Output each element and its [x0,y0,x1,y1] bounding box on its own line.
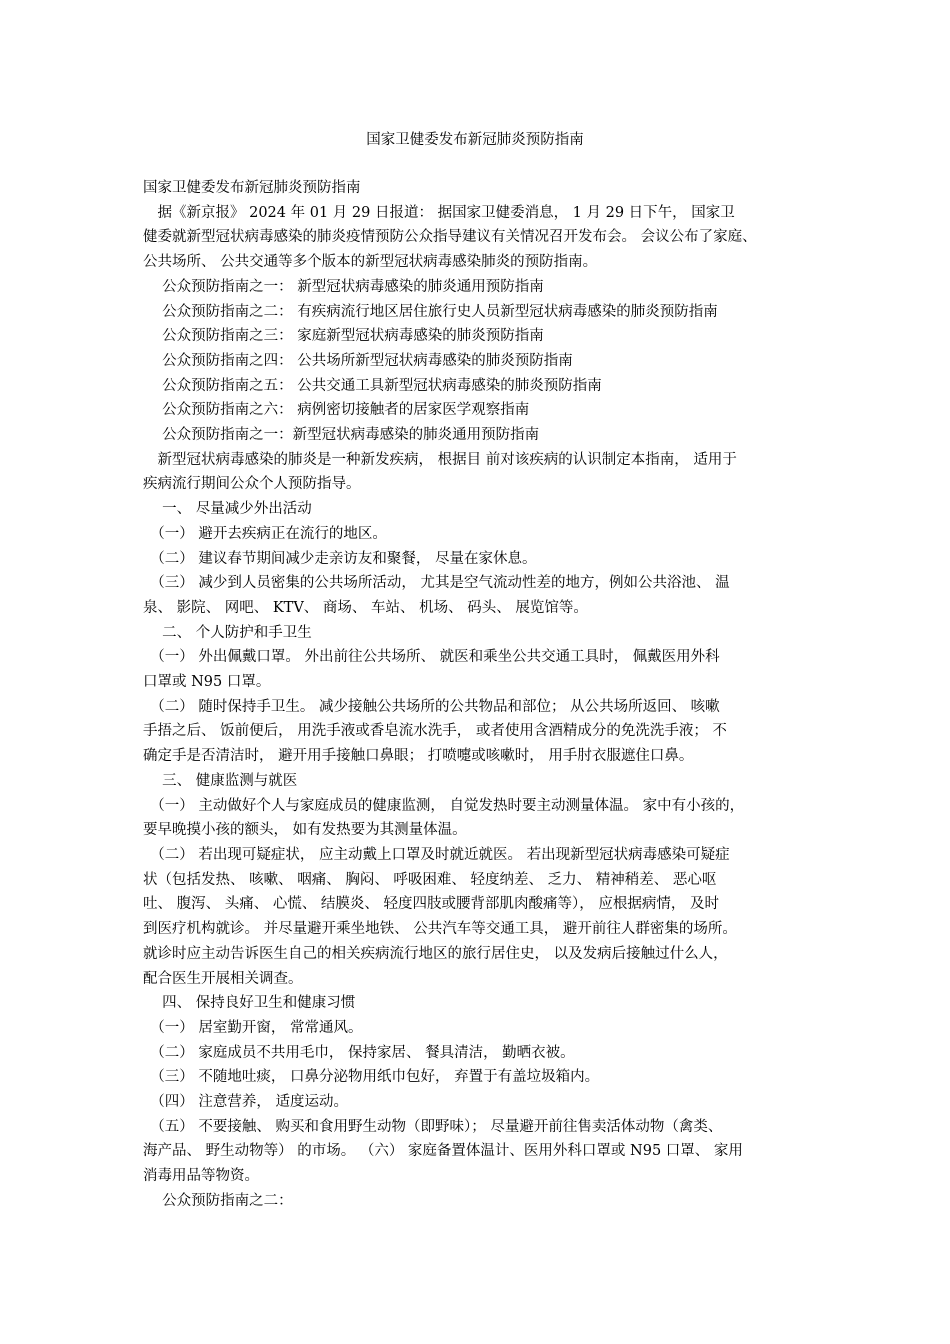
line-2: 据《新京报》 2024 年 01 月 29 日报道： 据国家卫健委消息， 1 月 29 日下午， 国家卫 [143,204,735,221]
line-38: （四） 注意营养， 适度运动。 [143,1094,348,1111]
line-42: 公众预防指南之二： [143,1192,293,1209]
line-30: 吐、 腹泻、 头痛、 心慌、 结膜炎、 轻度四肢或腰背部肌肉酸痛等）， 应根据病情， 及时 [143,896,720,913]
line-28: （二） 若出现可疑症状， 应主动戴上口罩及时就近就医。 若出现新型冠状病毒感染可疑症 [143,846,730,863]
line-21: 口罩或 N95 口罩。 [143,674,271,691]
line-9: 公众预防指南之五： 公共交通工具新型冠状病毒感染的肺炎预防指南 [143,377,602,394]
line-12: 新型冠状病毒感染的肺炎是一种新发疾病， 根据目 前对该疾病的认识制定本指南， 适用于 [143,451,737,468]
line-11: 公众预防指南之一：新型冠状病毒感染的肺炎通用预防指南 [143,427,540,444]
line-22: （二） 随时保持手卫生。 减少接触公共场所的公共物品和部位； 从公共场所返回、 咳嗽 [143,698,720,715]
line-6: 公众预防指南之二： 有疾病流行地区居住旅行史人员新型冠状病毒感染的肺炎预防指南 [143,303,718,320]
line-33: 配合医生开展相关调查。 [143,970,303,987]
line-23: 手捂之后、 饭前便后， 用洗手液或香皂流水洗手， 或者使用含酒精成分的免洗洗手液； 不 [143,723,727,740]
line-7: 公众预防指南之三： 家庭新型冠状病毒感染的肺炎预防指南 [143,328,544,345]
line-31: 到医疗机构就诊。 并尽量避开乘坐地铁、 公共汽车等交通工具， 避开前往人群密集的场所。 [143,921,737,938]
line-19: 二、 个人防护和手卫生 [143,624,312,641]
line-15: （一） 避开去疾病正在流行的地区。 [143,525,387,542]
line-35: （一） 居室勤开窗， 常常通风。 [143,1019,363,1036]
document-body [143,176,815,1214]
line-27: 要早晚摸小孩的额头， 如有发热要为其测量体温。 [143,822,467,839]
line-34: 四、 保持良好卫生和健康习惯 [143,995,356,1012]
line-26: （一） 主动做好个人与家庭成员的健康监测， 自觉发热时要主动测量体温。 家中有小孩的， [143,797,745,814]
line-4: 公共场所、 公共交通等多个版本的新型冠状病毒感染肺炎的预防指南。 [143,254,598,271]
line-18: 泉、 影院、 网吧、 KTV、 商场、 车站、 机场、 码头、 展览馆等。 [143,599,588,616]
line-25: 三、 健康监测与就医 [143,772,298,789]
line-1: 国家卫健委发布新冠肺炎预防指南 [143,180,361,196]
line-36: （二） 家庭成员不共用毛巾， 保持家居、 餐具清洁， 勤晒衣被。 [143,1044,575,1061]
line-41: 消毒用品等物资。 [143,1168,259,1185]
line-29: 状（包括发热、 咳嗽、 咽痛、 胸闷、 呼吸困难、 轻度纳差、 乏力、 精神稍差、 恶心呕 [143,871,717,888]
line-39: （五） 不要接触、 购买和食用野生动物（即野味）； 尽量避开前往售卖活体动物（禽类、 [143,1118,723,1135]
line-20: （一） 外出佩戴口罩。 外出前往公共场所、 就医和乘坐公共交通工具时， 佩戴医用外科 [143,649,720,666]
line-14: 一、 尽量减少外出活动 [143,501,312,518]
line-16: （二） 建议春节期间减少走亲访友和聚餐， 尽量在家休息。 [143,550,537,567]
line-37: （三） 不随地吐痰， 口鼻分泌物用纸巾包好， 弃置于有盖垃圾箱内。 [143,1069,600,1086]
line-24: 确定手是否清洁时， 避开用手接触口鼻眼； 打喷嚏或咳嗽时， 用手肘衣服遮住口鼻。 [143,748,694,765]
line-3: 健委就新型冠状病毒感染的肺炎疫情预防公众指导建议有关情况召开发布会。 会议公布了家庭、 [143,229,757,246]
line-5: 公众预防指南之一： 新型冠状病毒感染的肺炎通用预防指南 [143,278,544,295]
line-17: （三） 减少到人员密集的公共场所活动， 尤其是空气流动性差的地方，例如公共浴池、 温 [143,575,730,592]
line-40: 海产品、 野生动物等） 的市场。 （六） 家庭备置体温计、医用外科口罩或 N95 口罩、 家用 [143,1143,743,1160]
line-13: 疾病流行期间公众个人预防指导。 [143,476,361,493]
line-10: 公众预防指南之六： 病例密切接触者的居家医学观察指南 [143,402,530,419]
document-title: 国家卫健委发布新冠肺炎预防指南 [366,132,584,148]
line-32: 就诊时应主动告诉医生自己的相关疾病流行地区的旅行居住史， 以及发病后接触过什么人， [143,945,728,962]
line-8: 公众预防指南之四： 公共场所新型冠状病毒感染的肺炎预防指南 [143,352,573,369]
